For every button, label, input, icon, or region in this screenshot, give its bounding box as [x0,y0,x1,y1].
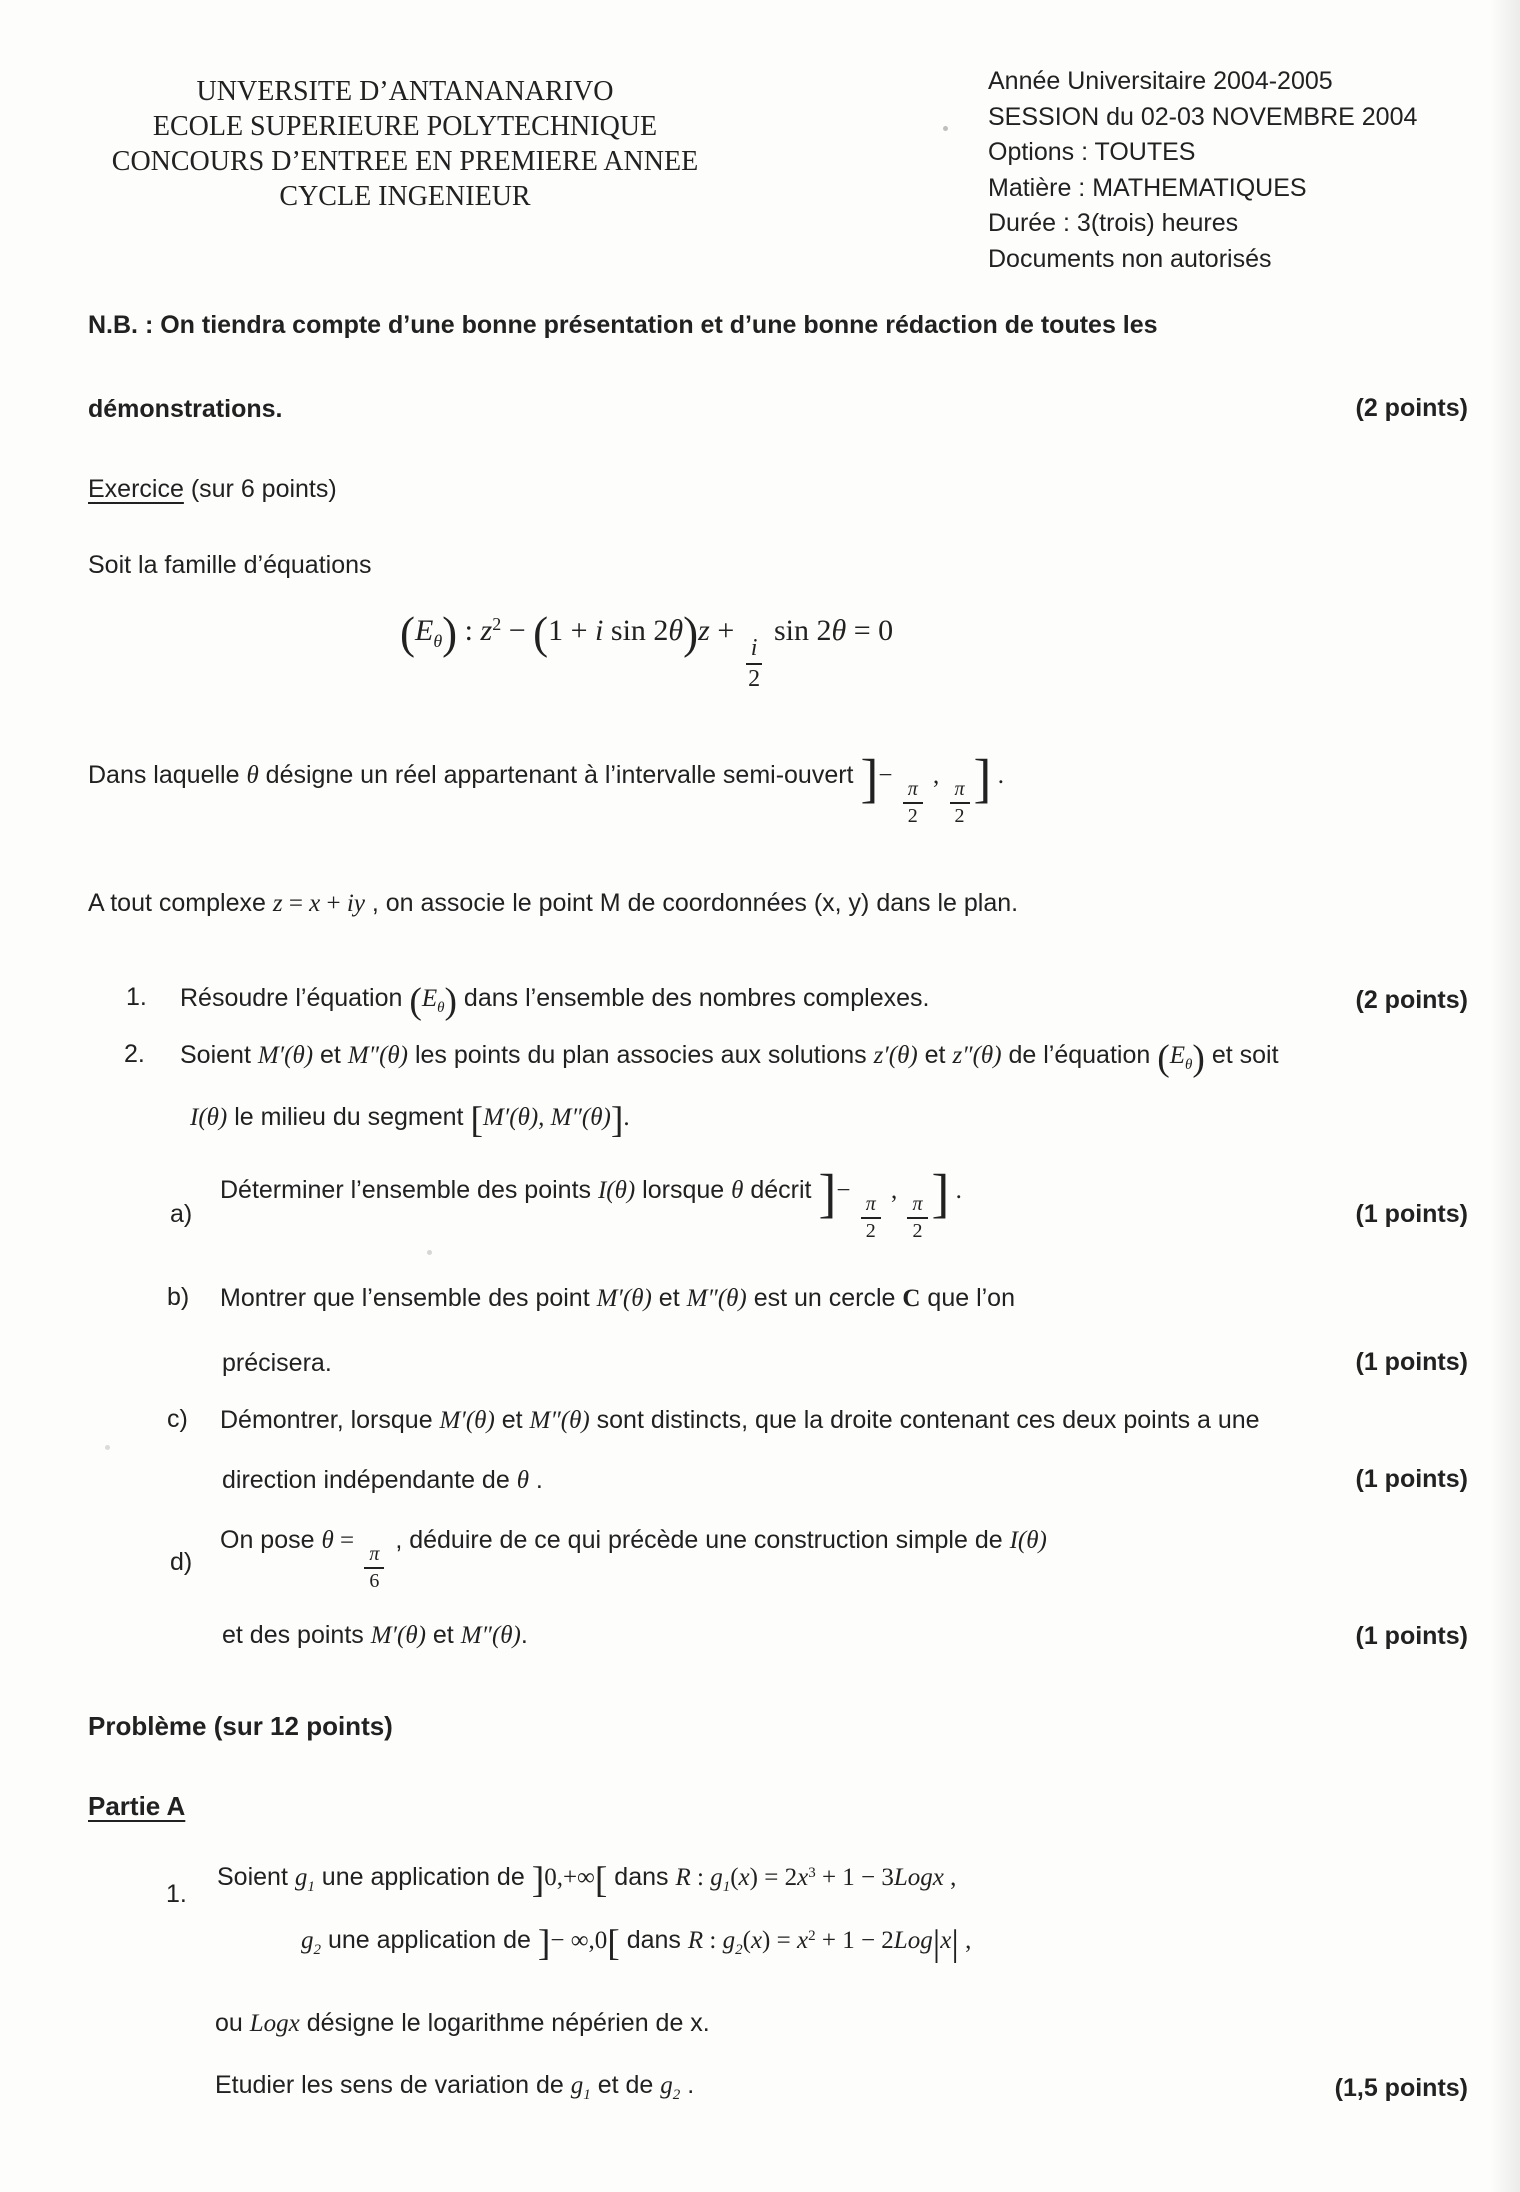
text-segment: Dans laquelle [88,761,247,789]
text-segment: θ [433,631,443,652]
text-segment: . [623,1104,630,1131]
text-segment: ] [531,1859,545,1901]
text-segment: ) [444,980,457,1022]
text-segment: Log [893,1927,933,1954]
text-segment: et [313,1041,348,1069]
text-segment: x [309,890,321,917]
text-segment: θ [321,1527,334,1554]
list-marker: b) [167,1283,190,1311]
list-marker: d) [170,1548,193,1576]
text-segment: x [797,1864,809,1891]
text-segment: Déterminer l’ensemble des points [220,1176,598,1204]
institution-line: CONCOURS D’ENTREE EN PREMIERE ANNEE [111,146,699,177]
text-segment: 2 [492,614,502,635]
text-segment: = 0 [846,614,894,647]
text-segment: : [703,1927,723,1954]
question-2b-line-2 [222,1348,332,1379]
text-segment: Démontrer, lorsque [220,1406,440,1434]
text-segment: de l’équation [1001,1041,1158,1069]
text-segment: + 1 − 2 [815,1927,894,1954]
text-segment: − ∞,0 [550,1927,608,1954]
fraction: $\frac{\pi}{6}$ [364,1543,384,1592]
text-segment: θ [831,614,847,647]
text-segment: décrit [743,1176,819,1204]
text-segment: ) = 2 [749,1864,798,1891]
text-segment: une application de [314,1863,532,1891]
text-segment: I(θ) [1009,1527,1047,1554]
text-segment: désigne le logarithme népérien de x. [299,2009,710,2037]
text-segment: les points du plan associes aux solutions [408,1041,874,1069]
text-segment: x [796,1927,809,1954]
text-segment: i [595,614,604,647]
text-segment: Logx [893,1864,944,1891]
points-label: (1 points) [1355,1622,1468,1650]
part-a-q1-line-2 [301,1922,972,1964]
text-segment: | [932,1922,941,1964]
text-segment: g [570,2072,584,2099]
question-2a-text [220,1163,962,1242]
text-segment: 3 [808,1864,816,1881]
text-segment: ( [730,1864,739,1891]
text-segment: + [709,614,742,647]
session-line: Options : TOUTES [988,138,1196,166]
points-label: (1 points) [1355,1348,1468,1376]
text-segment: et soit [1204,1041,1279,1069]
text-segment: sin 2 [603,614,669,647]
institution-line: ECOLE SUPERIEURE POLYTECHNIQUE [152,111,658,142]
text-segment: g [294,1864,308,1891]
part-a-q1-line-4 [215,2070,694,2105]
text-segment: (sur 6 points) [183,475,337,503]
text-segment: sin 2 [766,614,832,647]
text-segment: x [738,1864,750,1891]
text-segment: + [320,890,347,917]
text-segment: ( [1157,1037,1170,1079]
fraction: $\frac{\pi}{2}$ [907,1193,927,1242]
text-segment: . [991,762,1004,789]
text-segment: I(θ) [190,1104,228,1131]
text-segment: ) = [762,1927,797,1954]
text-segment: ] [973,748,992,809]
text-segment: ( [742,1927,751,1954]
text-segment: x [940,1927,952,1954]
question-2-line-2 [190,1099,630,1141]
question-1-text [180,980,930,1022]
text-segment: θ [516,1467,529,1494]
text-segment: z′(θ) [873,1042,918,1069]
text-segment: , déduire de ce qui précède une construction simple de [388,1526,1010,1554]
text-segment: θ [1185,1057,1193,1073]
text-segment: M″(θ) [529,1407,590,1434]
text-segment: [ [607,1922,620,1964]
text-segment: lorsque [635,1176,732,1204]
text-segment: désigne un réel appartenant à l’intervalle semi-ouvert [258,761,861,789]
context-line-complex [88,888,1018,919]
text-segment: E [415,614,434,647]
text-segment: 1 [583,2087,591,2103]
scan-speck [427,1250,432,1255]
text-segment: Etudier les sens de variation de [215,2071,571,2099]
text-segment: E [421,985,438,1012]
text-segment: g [722,1927,736,1954]
session-line: Année Universitaire 2004-2005 [988,67,1333,95]
question-2-line-1 [180,1037,1279,1079]
points-label: (2 points) [1355,394,1468,422]
text-segment: C [902,1285,921,1312]
text-segment: Exercice [88,475,184,503]
part-a-q1-line-1 [217,1859,957,1901]
text-segment: − [836,1177,857,1204]
nb-note-line-2: démonstrations. [88,395,283,423]
text-segment: ] [818,1163,837,1224]
text-segment: Montrer que l’ensemble des point [220,1284,597,1312]
text-segment: 2 [735,1942,743,1958]
text-segment: et [651,1284,687,1312]
text-segment: ] [931,1163,950,1224]
session-line: Documents non autorisés [988,244,1272,273]
text-segment: [ [594,1859,608,1901]
text-segment: : [457,614,481,647]
text-segment: ( [409,980,422,1022]
text-segment: E [1169,1042,1185,1069]
text-segment: = [333,1527,361,1554]
text-segment: θ [668,614,684,647]
text-segment: , on associe le point M de coordonnées (x, y) dans le plan. [364,889,1019,917]
fraction: $\frac{\pi}{2}$ [861,1193,881,1242]
text-segment: dans [619,1926,688,1954]
text-segment: z [480,614,493,647]
text-segment: I(θ) [597,1177,636,1204]
text-segment: 0,+∞ [544,1864,595,1891]
question-2c-line-1 [220,1405,1260,1436]
points-label: (1 points) [1355,1465,1468,1493]
text-segment: | [951,1922,959,1964]
text-segment: 2 [808,1927,816,1944]
text-segment: Soient [180,1041,258,1069]
text-segment: M″(θ) [686,1285,747,1312]
text-segment: θ [437,1000,445,1016]
text-segment: 1 [307,1879,315,1895]
text-segment: M′(θ) [439,1407,495,1434]
text-segment: et [494,1406,530,1434]
fraction: $\frac{\pi}{2}$ [903,778,923,827]
list-marker: 1. [126,983,147,1011]
part-a-q1-line-3 [215,2008,710,2039]
text-segment: M′(θ) [257,1042,314,1069]
text-segment: A tout complexe [88,889,273,917]
text-segment: 2 [313,1942,321,1958]
institution-line: CYCLE INGENIEUR [279,181,531,212]
text-segment: direction indépendante de [222,1466,517,1494]
text-segment: dans [607,1863,676,1891]
text-segment: 2 [672,2087,681,2103]
list-marker: a) [170,1200,193,1228]
exercise-intro: Soit la famille d’équations [88,551,372,579]
main-equation [400,608,894,693]
text-segment: , [926,762,946,789]
text-segment: M′(θ) [370,1622,426,1649]
problem-title: Problème (sur 12 points) [88,1711,393,1741]
session-line: SESSION du 02-03 NOVEMBRE 2004 [988,102,1418,131]
fraction: $\frac{i}{2}$ [746,635,763,693]
text-segment: et [425,1621,461,1649]
text-segment: ] [610,1099,624,1141]
text-segment: ] [860,748,879,809]
fraction: $\frac{\pi}{2}$ [950,778,970,827]
list-marker: 2. [124,1040,145,1068]
text-segment: ] [537,1922,551,1964]
text-segment: − [501,614,534,647]
session-line: Matière : MATHEMATIQUES [988,173,1307,202]
list-marker: 1. [166,1880,187,1908]
text-segment: Soient [217,1863,295,1891]
text-segment: ou [215,2009,250,2037]
text-segment: que l’on [920,1284,1015,1312]
text-segment: ( [533,608,549,659]
text-segment: 1 [722,1879,731,1895]
text-segment: ( [400,608,415,659]
text-segment: ) [683,608,699,659]
text-segment: x [750,1927,763,1954]
text-segment: R [675,1864,691,1891]
session-header [988,64,1417,277]
text-segment: dans l’ensemble des nombres complexes. [456,984,930,1012]
text-segment: z [698,614,710,647]
text-segment: z [272,890,283,917]
question-2d-line-2 [222,1620,528,1651]
text-segment: 1 + [548,614,596,647]
text-segment: g [710,1864,723,1891]
list-marker: c) [167,1405,188,1433]
text-segment: . [949,1177,962,1204]
text-segment: et des points [222,1621,371,1649]
session-line: Durée : 3(trois) heures [988,209,1239,237]
context-line-interval [88,748,1004,827]
nb-note-line-1: N.B. : On tiendra compte d’une bonne présentation et d’une bonne rédaction de toutes les [88,311,1158,339]
text-segment: . [528,1466,543,1494]
text-segment: θ [246,762,259,789]
question-2b-line-1 [220,1283,1015,1314]
text-segment: précisera. [222,1349,332,1377]
text-segment: . [680,2071,695,2099]
text-segment: , [884,1177,904,1204]
text-segment: + 1 − 3 [815,1864,894,1891]
text-segment: iy [346,890,365,917]
text-segment: , [958,1927,972,1954]
points-label: (2 points) [1355,986,1468,1014]
text-segment: = [282,890,310,917]
text-segment: le milieu du segment [227,1103,471,1131]
text-segment: M′(θ) [596,1285,652,1312]
part-a-title: Partie A [88,1791,186,1821]
text-segment: M″(θ) [347,1042,408,1069]
text-segment: ) [442,608,458,659]
text-segment: z″(θ) [952,1042,1002,1069]
text-segment: g [660,2072,673,2099]
text-segment: [ [470,1099,483,1141]
text-segment: θ [731,1177,744,1204]
institution-header [85,74,725,214]
text-segment: : [690,1864,711,1891]
question-2d-line-1 [220,1525,1047,1592]
text-segment: R [687,1927,704,1954]
text-segment: On pose [220,1526,322,1554]
institution-line: UNVERSITE D’ANTANANARIVO [196,76,614,107]
text-segment: et de [590,2071,661,2099]
text-segment: . [520,1621,528,1649]
exercise-title [88,474,337,505]
text-segment: , [943,1864,957,1891]
text-segment: et [917,1041,953,1069]
text-segment: g [301,1927,314,1954]
text-segment: sont distincts, que la droite contenant ces deux points a une [589,1406,1260,1434]
text-segment: une application de [321,1926,538,1954]
scan-speck [105,1445,110,1450]
text-segment: ) [1192,1037,1205,1079]
points-label: (1,5 points) [1334,2074,1468,2102]
scan-edge-shadow [1490,0,1520,2192]
text-segment: − [878,762,899,789]
text-segment: M″(θ) [460,1622,521,1649]
question-2c-line-2 [222,1465,543,1496]
text-segment: est un cercle [746,1284,903,1312]
text-segment: Logx [249,2010,300,2037]
points-label: (1 points) [1355,1200,1468,1228]
scan-speck [943,126,948,131]
text-segment: Résoudre l’équation [180,984,410,1012]
text-segment: M′(θ), M″(θ) [482,1104,611,1131]
